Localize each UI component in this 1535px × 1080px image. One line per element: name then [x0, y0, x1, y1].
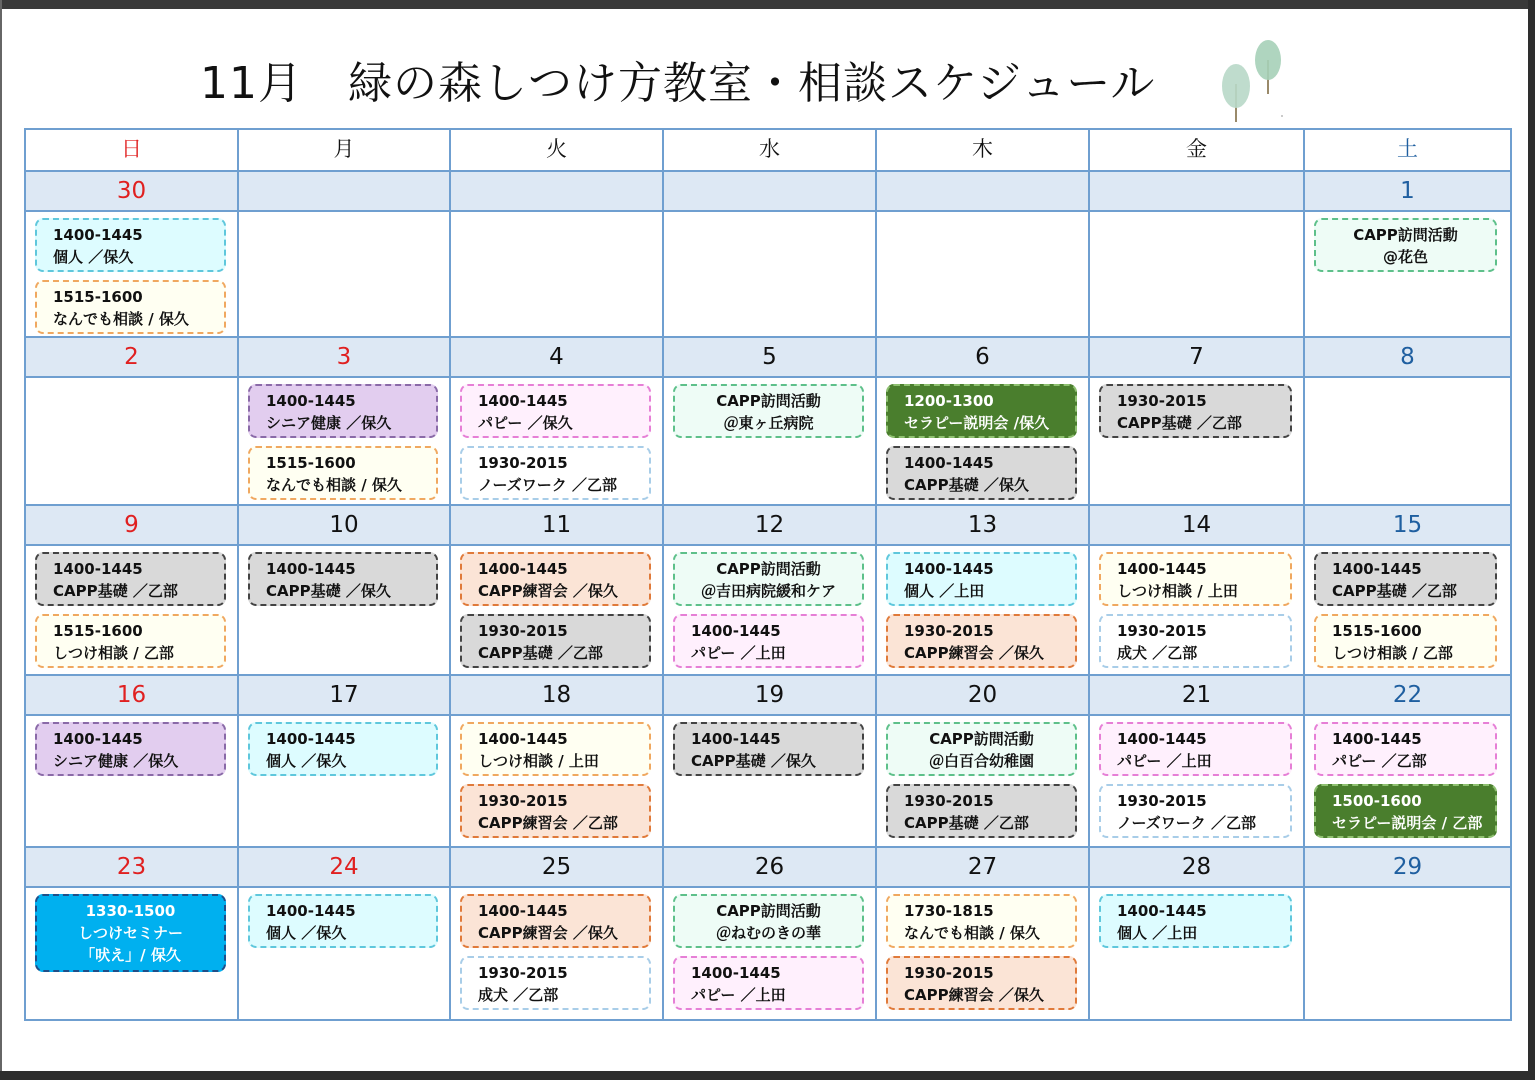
event-t2-label: なんでも相談 / 保久 — [266, 476, 402, 494]
event-card[interactable] — [35, 280, 226, 334]
event-card[interactable] — [460, 446, 651, 500]
event-t1-label: 1400-1445 — [53, 560, 143, 578]
event-t2-label: パピー ／保久 — [478, 414, 573, 432]
weekday-header: 木 — [877, 130, 1090, 170]
event-t1-label: 1400-1445 — [1117, 560, 1207, 578]
weekday-header: 火 — [451, 130, 664, 170]
event-t1-label: 1930-2015 — [904, 792, 994, 810]
event-t1-label: 1330-1500 — [85, 902, 176, 920]
event-t2-label: 個人 ／上田 — [904, 582, 985, 600]
window-left-edge — [0, 0, 2, 1080]
event-card[interactable] — [1099, 894, 1292, 948]
date-cell: 3 — [239, 336, 451, 376]
event-t1-label: 1930-2015 — [904, 622, 994, 640]
date-cell: 22 — [1305, 674, 1510, 714]
date-cell: 1 — [1305, 170, 1510, 210]
date-cell: 14 — [1090, 504, 1305, 544]
date-cell — [451, 170, 664, 210]
event-card[interactable] — [248, 722, 438, 776]
event-t2-label: CAPP基礎 ／保久 — [691, 752, 816, 770]
date-cell: 12 — [664, 504, 877, 544]
event-card[interactable] — [886, 614, 1077, 668]
event-t1-label: CAPP訪問活動 — [716, 902, 821, 920]
date-cell: 21 — [1090, 674, 1305, 714]
event-card[interactable] — [1314, 722, 1497, 776]
day-cell[interactable] — [1090, 714, 1305, 846]
day-cell[interactable] — [239, 376, 451, 504]
day-cell[interactable] — [1090, 544, 1305, 674]
date-cell: 10 — [239, 504, 451, 544]
event-t2-label: CAPP基礎 ／乙部 — [1117, 414, 1242, 432]
event-t2-label: @花色 — [1382, 248, 1428, 266]
event-card[interactable] — [460, 956, 651, 1010]
event-t1-label: 1930-2015 — [478, 454, 568, 472]
event-t1-label: 1400-1445 — [53, 730, 143, 748]
day-cell[interactable] — [1305, 376, 1510, 504]
event-card[interactable] — [886, 722, 1077, 776]
day-cell[interactable] — [1090, 886, 1305, 1019]
event-card[interactable] — [886, 894, 1077, 948]
event-t2-label: CAPP基礎 ／乙部 — [53, 582, 178, 600]
page-title: 11月 緑の森しつけ方教室・相談スケジュール — [200, 58, 1156, 109]
event-card[interactable] — [1099, 614, 1292, 668]
date-cell: 30 — [26, 170, 239, 210]
date-cell — [239, 170, 451, 210]
event-t2-label: CAPP練習会 ／保久 — [478, 924, 618, 942]
event-t1-label: 1730-1815 — [904, 902, 994, 920]
event-t2-label: しつけ相談 / 乙部 — [53, 644, 174, 662]
event-t1-label: CAPP訪問活動 — [716, 560, 821, 578]
event-t1-label: 1400-1445 — [478, 902, 568, 920]
event-card[interactable] — [460, 722, 651, 776]
date-cell: 6 — [877, 336, 1090, 376]
event-t1-label: 1930-2015 — [1117, 622, 1207, 640]
date-cell: 17 — [239, 674, 451, 714]
date-cell: 9 — [26, 504, 239, 544]
weekday-header: 土 — [1397, 137, 1418, 161]
day-cell[interactable] — [877, 886, 1090, 1019]
event-t2-label: ノーズワーク ／乙部 — [1117, 814, 1257, 832]
day-cell[interactable] — [451, 210, 664, 336]
date-cell: 26 — [664, 846, 877, 886]
event-t2-label: CAPP練習会 ／乙部 — [478, 814, 618, 832]
date-cell: 8 — [1305, 336, 1510, 376]
day-cell[interactable] — [451, 886, 664, 1019]
event-t1-label: 1515-1600 — [1332, 622, 1422, 640]
event-t2-label: ＠東ヶ丘病院 — [723, 414, 814, 432]
event-card[interactable] — [460, 552, 651, 606]
event-t1-label: 1400-1445 — [478, 730, 568, 748]
day-cell[interactable] — [26, 714, 239, 846]
event-t1-label: 1400-1445 — [266, 730, 356, 748]
event-card[interactable] — [35, 218, 226, 272]
event-t1-label: 1930-2015 — [478, 622, 568, 640]
event-card[interactable] — [248, 446, 438, 500]
event-t2-label: 成犬 ／乙部 — [1117, 644, 1198, 662]
day-cell[interactable] — [664, 544, 877, 674]
date-cell: 2 — [26, 336, 239, 376]
event-card[interactable] — [1099, 384, 1292, 438]
event-card[interactable] — [1314, 552, 1497, 606]
event-card[interactable] — [673, 894, 864, 948]
event-t2-label: CAPP基礎 ／乙部 — [478, 644, 603, 662]
date-cell: 7 — [1090, 336, 1305, 376]
event-t2-label: しつけ相談 / 上田 — [478, 752, 599, 770]
event-t2-label: CAPP基礎 ／保久 — [266, 582, 391, 600]
event-t1-label: 1400-1445 — [691, 730, 781, 748]
event-t2-label: シニア健康 ／保久 — [266, 414, 392, 432]
event-t1-label: 1400-1445 — [1332, 560, 1422, 578]
date-cell — [877, 170, 1090, 210]
day-cell[interactable] — [877, 376, 1090, 504]
event-t2-label: なんでも相談 / 保久 — [53, 310, 189, 328]
event-card[interactable] — [460, 894, 651, 948]
date-cell: 28 — [1090, 846, 1305, 886]
event-card[interactable] — [248, 552, 438, 606]
event-card[interactable] — [673, 614, 864, 668]
event-card[interactable] — [1314, 218, 1497, 272]
date-cell: 16 — [26, 674, 239, 714]
event-t1-label: 1930-2015 — [1117, 392, 1207, 410]
event-t1-label: 1400-1445 — [266, 902, 356, 920]
event-t2-label: ノーズワーク ／乙部 — [478, 476, 618, 494]
event-t1-label: 1400-1445 — [266, 560, 356, 578]
event-t2-label: ＠ねむのきの華 — [715, 924, 821, 942]
event-t1-label: 1515-1600 — [266, 454, 356, 472]
day-cell[interactable] — [664, 714, 877, 846]
event-t2-label: パピー ／乙部 — [1332, 752, 1427, 770]
date-cell: 25 — [451, 846, 664, 886]
date-cell — [1090, 170, 1305, 210]
day-cell[interactable] — [1305, 886, 1510, 1019]
event-card[interactable] — [460, 614, 651, 668]
date-cell: 11 — [451, 504, 664, 544]
event-t1-label: 1400-1445 — [691, 964, 781, 982]
day-cell[interactable] — [664, 886, 877, 1019]
event-t1-label: 1400-1445 — [1117, 730, 1207, 748]
date-cell: 18 — [451, 674, 664, 714]
event-t1-label: CAPP訪問活動 — [716, 392, 821, 410]
event-t2-label: シニア健康 ／保久 — [53, 752, 179, 770]
weekday-header: 金 — [1090, 130, 1305, 170]
day-cell[interactable] — [664, 210, 877, 336]
tree-illustration-icon — [1212, 34, 1292, 126]
day-cell[interactable] — [1090, 376, 1305, 504]
event-t2-label: 個人 ／保久 — [266, 924, 347, 942]
event-card[interactable] — [248, 384, 438, 438]
event-card[interactable] — [35, 894, 226, 972]
event-t2-label: しつけ相談 / 乙部 — [1332, 644, 1453, 662]
date-cell: 13 — [877, 504, 1090, 544]
date-cell: 5 — [664, 336, 877, 376]
day-cell[interactable] — [451, 714, 664, 846]
date-cell: 27 — [877, 846, 1090, 886]
event-card[interactable] — [1099, 784, 1292, 838]
day-cell[interactable] — [26, 886, 239, 1019]
event-card[interactable] — [1314, 614, 1497, 668]
event-t2-label: 成犬 ／乙部 — [478, 986, 559, 1004]
event-t2-label: セラピー説明会 / 乙部 — [1332, 814, 1483, 832]
event-card[interactable] — [248, 894, 438, 948]
window-right-edge — [1528, 0, 1535, 1080]
event-t1-label: 1400-1445 — [53, 226, 143, 244]
day-cell[interactable] — [664, 376, 877, 504]
event-t2-label: パピー ／上田 — [691, 986, 786, 1004]
event-t2-label: CAPP基礎 ／乙部 — [904, 814, 1029, 832]
event-card[interactable] — [886, 446, 1077, 500]
calendar-grid — [24, 128, 1512, 1021]
window-top-bar — [0, 0, 1535, 9]
event-t2-label: 個人 ／保久 — [53, 248, 134, 266]
day-cell[interactable] — [1090, 210, 1305, 336]
event-t1-label: CAPP訪問活動 — [1353, 226, 1458, 244]
event-t1-label: 1515-1600 — [53, 288, 143, 306]
event-t2-label: セラピー説明会 /保久 — [904, 414, 1050, 432]
event-t2-label: ＠白百合幼稚園 — [928, 752, 1034, 770]
event-card[interactable] — [673, 956, 864, 1010]
event-t2-label: 個人 ／上田 — [1117, 924, 1198, 942]
event-card[interactable] — [1099, 722, 1292, 776]
event-t2-label: ＠吉田病院緩和ケア — [700, 582, 836, 600]
event-card[interactable] — [886, 784, 1077, 838]
day-cell[interactable] — [26, 376, 239, 504]
event-card[interactable] — [35, 552, 226, 606]
date-cell: 29 — [1305, 846, 1510, 886]
date-cell: 23 — [26, 846, 239, 886]
event-t1-label: 1400-1445 — [904, 560, 994, 578]
day-cell[interactable] — [1305, 544, 1510, 674]
day-cell[interactable] — [239, 714, 451, 846]
event-t1-label: 1930-2015 — [478, 964, 568, 982]
day-cell[interactable] — [451, 544, 664, 674]
window-bottom-bar — [0, 1071, 1535, 1080]
date-cell — [664, 170, 877, 210]
weekday-header: 水 — [664, 130, 877, 170]
event-t2-label: CAPP練習会 ／保久 — [904, 986, 1044, 1004]
event-t2-label: パピー ／上田 — [691, 644, 786, 662]
day-cell[interactable] — [1305, 714, 1510, 846]
event-card[interactable] — [460, 384, 651, 438]
event-t1-label: 1400-1445 — [1332, 730, 1422, 748]
day-cell[interactable] — [1305, 210, 1510, 336]
event-t1-label: 1930-2015 — [904, 964, 994, 982]
day-cell[interactable] — [239, 210, 451, 336]
event-card[interactable] — [35, 614, 226, 668]
event-t2-label: CAPP練習会 ／保久 — [904, 644, 1044, 662]
event-t2-label: CAPP基礎 ／保久 — [904, 476, 1029, 494]
event-t1-label: 1400-1445 — [904, 454, 994, 472]
event-t1-label: 1200-1300 — [904, 392, 994, 410]
day-cell[interactable] — [877, 210, 1090, 336]
event-t1-label: 1400-1445 — [478, 392, 568, 410]
event-t2-label: CAPP基礎 ／乙部 — [1332, 582, 1457, 600]
day-cell[interactable] — [877, 544, 1090, 674]
event-t1-label: 1400-1445 — [1117, 902, 1207, 920]
event-t1-label: 1500-1600 — [1332, 792, 1422, 810]
day-cell[interactable] — [877, 714, 1090, 846]
event-t3-label: 「吠え」/ 保久 — [80, 946, 181, 964]
date-cell: 15 — [1305, 504, 1510, 544]
event-card[interactable] — [886, 956, 1077, 1010]
event-card[interactable] — [673, 722, 864, 776]
event-card[interactable] — [886, 552, 1077, 606]
event-card[interactable] — [673, 384, 864, 438]
weekday-header: 日 — [26, 130, 239, 170]
event-t2-label: CAPP練習会 ／保久 — [478, 582, 618, 600]
day-cell[interactable] — [26, 210, 239, 336]
date-cell: 4 — [451, 336, 664, 376]
date-cell: 19 — [664, 674, 877, 714]
event-t2-label: 個人 ／保久 — [266, 752, 347, 770]
event-t2-label: しつけセミナー — [77, 924, 183, 942]
event-t2-label: なんでも相談 / 保久 — [904, 924, 1040, 942]
day-cell[interactable] — [26, 544, 239, 674]
event-card[interactable] — [1314, 784, 1497, 838]
day-cell[interactable] — [451, 376, 664, 504]
day-cell[interactable] — [239, 544, 451, 674]
event-t2-label: パピー ／上田 — [1117, 752, 1212, 770]
event-t1-label: 1515-1600 — [53, 622, 143, 640]
weekday-header: 月 — [239, 130, 451, 170]
event-card[interactable] — [35, 722, 226, 776]
event-t1-label: 1400-1445 — [266, 392, 356, 410]
event-card[interactable] — [886, 384, 1077, 438]
day-cell[interactable] — [239, 886, 451, 1019]
event-card[interactable] — [673, 552, 864, 606]
event-t1-label: 1400-1445 — [478, 560, 568, 578]
event-t1-label: 1930-2015 — [478, 792, 568, 810]
date-cell: 24 — [239, 846, 451, 886]
event-t2-label: しつけ相談 / 上田 — [1117, 582, 1238, 600]
event-card[interactable] — [1099, 552, 1292, 606]
event-card[interactable] — [460, 784, 651, 838]
event-t1-label: 1930-2015 — [1117, 792, 1207, 810]
date-cell: 20 — [877, 674, 1090, 714]
event-t1-label: 1400-1445 — [691, 622, 781, 640]
event-t1-label: CAPP訪問活動 — [929, 730, 1034, 748]
